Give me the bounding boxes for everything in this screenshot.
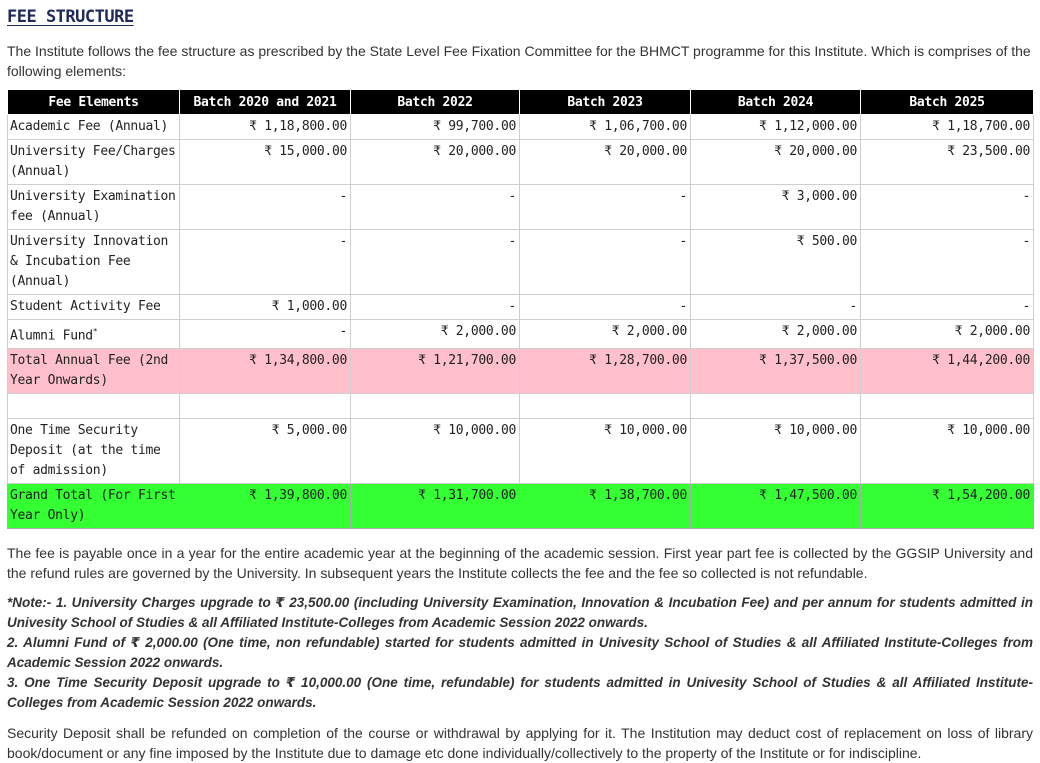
table-row	[8, 295, 1034, 320]
table-cell: ₹ 2,000.00	[351, 320, 520, 349]
row-label: One Time Security Deposit (at the time of admission)	[8, 419, 180, 484]
table-cell: ₹ 1,54,200.00	[861, 484, 1034, 529]
table-cell: ₹ 1,18,800.00	[180, 115, 351, 140]
table-row	[8, 115, 1034, 140]
empty-cell	[861, 394, 1034, 419]
row-label: University Innovation & Incubation Fee (Annual)	[8, 230, 180, 295]
table-cell: ₹ 23,500.00	[861, 140, 1034, 185]
table-cell: ₹ 1,38,700.00	[520, 484, 691, 529]
table-cell: ₹ 15,000.00	[180, 140, 351, 185]
header-batch-2024: Batch 2024	[691, 90, 861, 115]
note-2: 2. Alumni Fund of ₹ 2,000.00 (One time, non refundable) started for students admitted in Univesity School of Studies & all Affiliated Institute-Colleges from Academic Session 2022 onwards.	[7, 635, 1033, 671]
fee-table	[7, 89, 1034, 529]
note-3: 3. One Time Security Deposit upgrade to ₹ 10,000.00 (One time, refundable) for students admitted in Univesity School of Studies & all Affiliated Institute-Colleges from Academic Session 2022 onwards.	[7, 675, 1033, 711]
table-cell: -	[861, 230, 1034, 295]
table-cell: ₹ 1,39,800.00	[180, 484, 351, 529]
table-cell: -	[180, 185, 351, 230]
header-batch-2023: Batch 2023	[520, 90, 691, 115]
table-cell: ₹ 5,000.00	[180, 419, 351, 484]
empty-cell	[180, 394, 351, 419]
notes-block	[7, 593, 1033, 713]
fee-table-header	[8, 90, 1034, 115]
table-cell: ₹ 1,44,200.00	[861, 349, 1034, 394]
row-label: Academic Fee (Annual)	[8, 115, 180, 140]
header-batch-2020-2021: Batch 2020 and 2021	[180, 90, 351, 115]
table-cell: -	[691, 295, 861, 320]
header-batch-2025: Batch 2025	[861, 90, 1034, 115]
table-cell: ₹ 20,000.00	[520, 140, 691, 185]
table-row	[8, 419, 1034, 484]
header-fee-elements: Fee Elements	[8, 90, 180, 115]
table-row	[8, 140, 1034, 185]
footnote-marker: *	[92, 327, 98, 336]
row-label: Student Activity Fee	[8, 295, 180, 320]
table-cell: -	[351, 295, 520, 320]
table-cell: ₹ 1,37,500.00	[691, 349, 861, 394]
row-label: University Fee/Charges (Annual)	[8, 140, 180, 185]
total-annual-fee-row	[8, 349, 1034, 394]
table-cell: ₹ 1,000.00	[180, 295, 351, 320]
spacer-row	[8, 394, 1034, 419]
table-cell: -	[351, 230, 520, 295]
table-cell: -	[351, 185, 520, 230]
row-label: Grand Total (For First Year Only)	[8, 484, 180, 529]
table-cell: ₹ 2,000.00	[691, 320, 861, 349]
table-cell: ₹ 2,000.00	[520, 320, 691, 349]
table-cell: -	[180, 320, 351, 349]
security-deposit-text: Security Deposit shall be refunded on completion of the course or withdrawal by applying for it. The Institution may deduct cost of replacement on loss of library book/document or any fine imposed by the Institute due to damage etc done individually/collectively to the property of the Institute or for indiscipline.	[7, 725, 1033, 762]
intro-text: The Institute follows the fee structure as prescribed by the State Level Fee Fixation Committee for the BHMCT programme for this Institute. Which is comprises of the following elements:	[7, 43, 1031, 79]
row-label-alumni	[8, 320, 180, 349]
table-cell: ₹ 1,18,700.00	[861, 115, 1034, 140]
table-cell: -	[861, 185, 1034, 230]
table-cell: ₹ 20,000.00	[351, 140, 520, 185]
table-row	[8, 320, 1034, 349]
row-label-text: Alumni Fund	[10, 328, 93, 344]
grand-total-row	[8, 484, 1034, 529]
header-batch-2022: Batch 2022	[351, 90, 520, 115]
note-1: *Note:- 1. University Charges upgrade to ₹ 23,500.00 (including University Examination, Innovation & Incubation Fee) and per annum for students admitted in Univesity School of Studies & all Affiliated Institute-Colleges from Academic Session 2022 onwards.	[7, 595, 1033, 631]
table-cell: -	[520, 185, 691, 230]
table-cell: ₹ 1,21,700.00	[351, 349, 520, 394]
table-cell: ₹ 99,700.00	[351, 115, 520, 140]
empty-cell	[8, 394, 180, 419]
table-cell: ₹ 20,000.00	[691, 140, 861, 185]
empty-cell	[520, 394, 691, 419]
table-cell: -	[861, 295, 1034, 320]
empty-cell	[691, 394, 861, 419]
row-label: University Examination fee (Annual)	[8, 185, 180, 230]
table-cell: ₹ 3,000.00	[691, 185, 861, 230]
table-cell: ₹ 2,000.00	[861, 320, 1034, 349]
table-cell: ₹ 1,06,700.00	[520, 115, 691, 140]
table-cell: ₹ 10,000.00	[691, 419, 861, 484]
page-title: FEE STRUCTURE	[7, 7, 134, 27]
table-row	[8, 230, 1034, 295]
payment-info-text: The fee is payable once in a year for the entire academic year at the beginning of the academic session. First year part fee is collected by the GGSIP University and the refund rules are governed by the University. In subsequent years the Institute collects the fee and the fee so collected is not refundable.	[7, 545, 1033, 582]
table-cell: ₹ 10,000.00	[861, 419, 1034, 484]
row-label: Total Annual Fee (2nd Year Onwards)	[8, 349, 180, 394]
empty-cell	[351, 394, 520, 419]
table-cell: -	[520, 295, 691, 320]
table-cell: ₹ 1,47,500.00	[691, 484, 861, 529]
table-cell: ₹ 10,000.00	[351, 419, 520, 484]
table-cell: ₹ 1,28,700.00	[520, 349, 691, 394]
table-cell: ₹ 1,12,000.00	[691, 115, 861, 140]
table-cell: ₹ 10,000.00	[520, 419, 691, 484]
table-cell: ₹ 500.00	[691, 230, 861, 295]
table-cell: ₹ 1,31,700.00	[351, 484, 520, 529]
table-cell: -	[520, 230, 691, 295]
table-row	[8, 185, 1034, 230]
table-cell: ₹ 1,34,800.00	[180, 349, 351, 394]
table-cell: -	[180, 230, 351, 295]
